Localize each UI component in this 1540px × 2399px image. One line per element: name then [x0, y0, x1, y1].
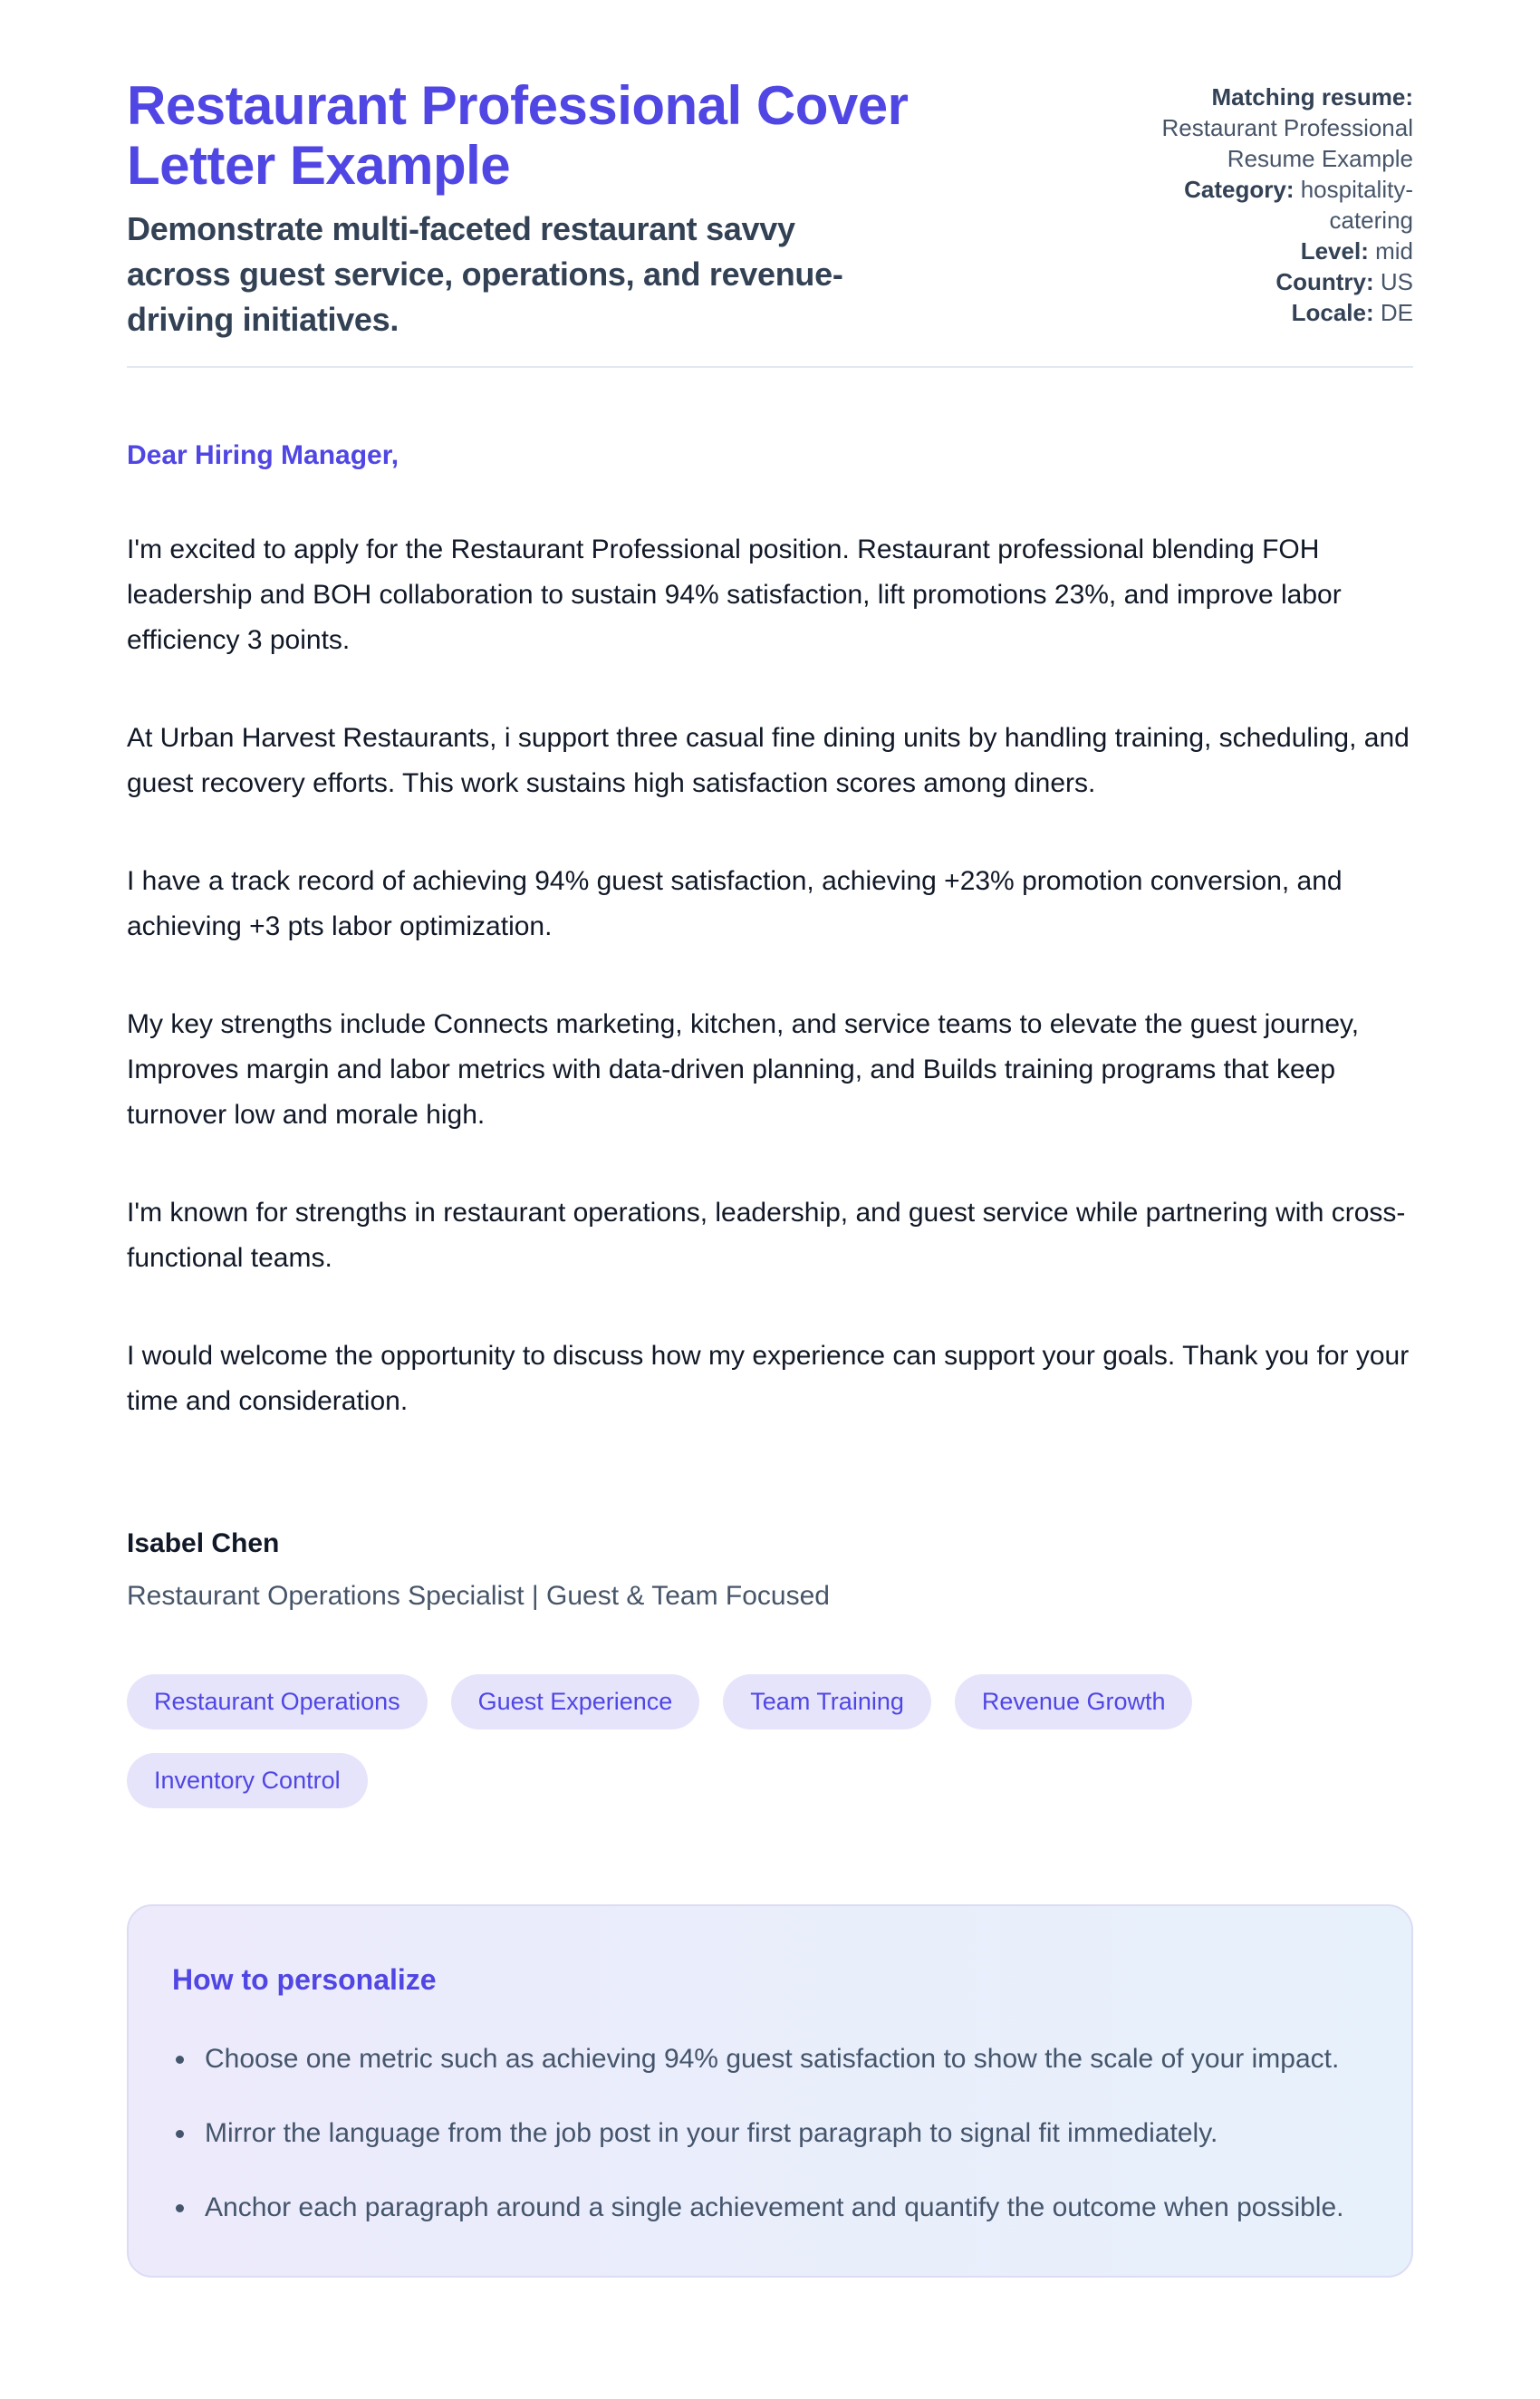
meta-locale: [1132, 297, 1413, 328]
meta-country-label: Country:: [1275, 268, 1374, 295]
page-header: [127, 76, 1413, 342]
keyword-tag: Team Training: [723, 1674, 931, 1729]
keyword-tag: Restaurant Operations: [127, 1674, 428, 1729]
letter-paragraph: I have a track record of achieving 94% guest satisfaction, achieving +23% promotion conversion, and achieving +3 pts labor optimization.: [127, 866, 1343, 941]
meta-country-value: US: [1380, 268, 1413, 295]
header-divider: [127, 366, 1413, 368]
tips-list: [172, 2037, 1368, 2230]
letter-paragraph: I'm known for strengths in restaurant operations, leadership, and guest service while partnering with cross-functional teams.: [127, 1198, 1406, 1273]
signature-name: Isabel Chen: [127, 1528, 280, 1558]
keyword-tag: Inventory Control: [127, 1753, 368, 1808]
meta-category: [1132, 174, 1413, 236]
meta-matching-value: Restaurant Professional Resume Example: [1161, 114, 1413, 172]
tips-title: How to personalize: [172, 1963, 437, 1996]
signature-role: Restaurant Operations Specialist | Guest & Team Focused: [127, 1581, 830, 1611]
page-subtitle: Demonstrate multi-faceted restaurant savvy across guest service, operations, and revenue-driving initiatives.: [127, 210, 843, 338]
letter-greeting: Dear Hiring Manager,: [127, 440, 399, 470]
meta-locale-label: Locale:: [1291, 299, 1374, 326]
tip-item: • Mirror the language from the job post in your first paragraph to signal fit immediately.: [197, 2111, 1368, 2156]
page-title: Restaurant Professional Cover Letter Example: [127, 75, 909, 196]
letter-paragraph: I would welcome the opportunity to discuss how my experience can support your goals. Thank you for your time and consideration.: [127, 1341, 1410, 1416]
letter-body: [127, 437, 1413, 2278]
tip-item: • Choose one metric such as achieving 94% guest satisfaction to show the scale of your impact.: [197, 2037, 1368, 2082]
cover-letter-page: [127, 0, 1413, 2365]
matching-resume-meta: [1132, 76, 1413, 328]
tip-item: • Anchor each paragraph around a single achievement and quantify the outcome when possible.: [197, 2185, 1368, 2230]
letter-paragraph: My key strengths include Connects marketing, kitchen, and service teams to elevate the guest journey, Improves margin and labor metrics with data-driven planning, and Builds training programs that keep turnover low and morale high.: [127, 1009, 1360, 1130]
meta-category-label: Category:: [1184, 176, 1295, 203]
letter-paragraph: At Urban Harvest Restaurants, i support three casual fine dining units by handling training, scheduling, and guest recovery efforts. This work sustains high satisfaction scores among diners.: [127, 723, 1410, 798]
meta-level: [1132, 236, 1413, 266]
meta-matching-resume: [1132, 82, 1413, 174]
meta-level-value: mid: [1375, 237, 1413, 265]
keyword-tag: Guest Experience: [451, 1674, 700, 1729]
meta-category-value: hospitality-catering: [1300, 176, 1413, 234]
meta-country: [1132, 266, 1413, 297]
meta-matching-label: Matching resume:: [1211, 83, 1413, 111]
meta-level-label: Level:: [1300, 237, 1369, 265]
how-to-personalize-card: [127, 1904, 1413, 2278]
keyword-tag: Revenue Growth: [955, 1674, 1193, 1729]
header-title-block: [127, 76, 1033, 342]
meta-locale-value: DE: [1380, 299, 1413, 326]
letter-paragraph: I'm excited to apply for the Restaurant Professional position. Restaurant professional blending FOH leadership and BOH collaboration to sustain 94% satisfaction, lift promotions 23%, and improve labor efficiency 3 points.: [127, 535, 1342, 655]
keyword-tags: [127, 1674, 1413, 1808]
